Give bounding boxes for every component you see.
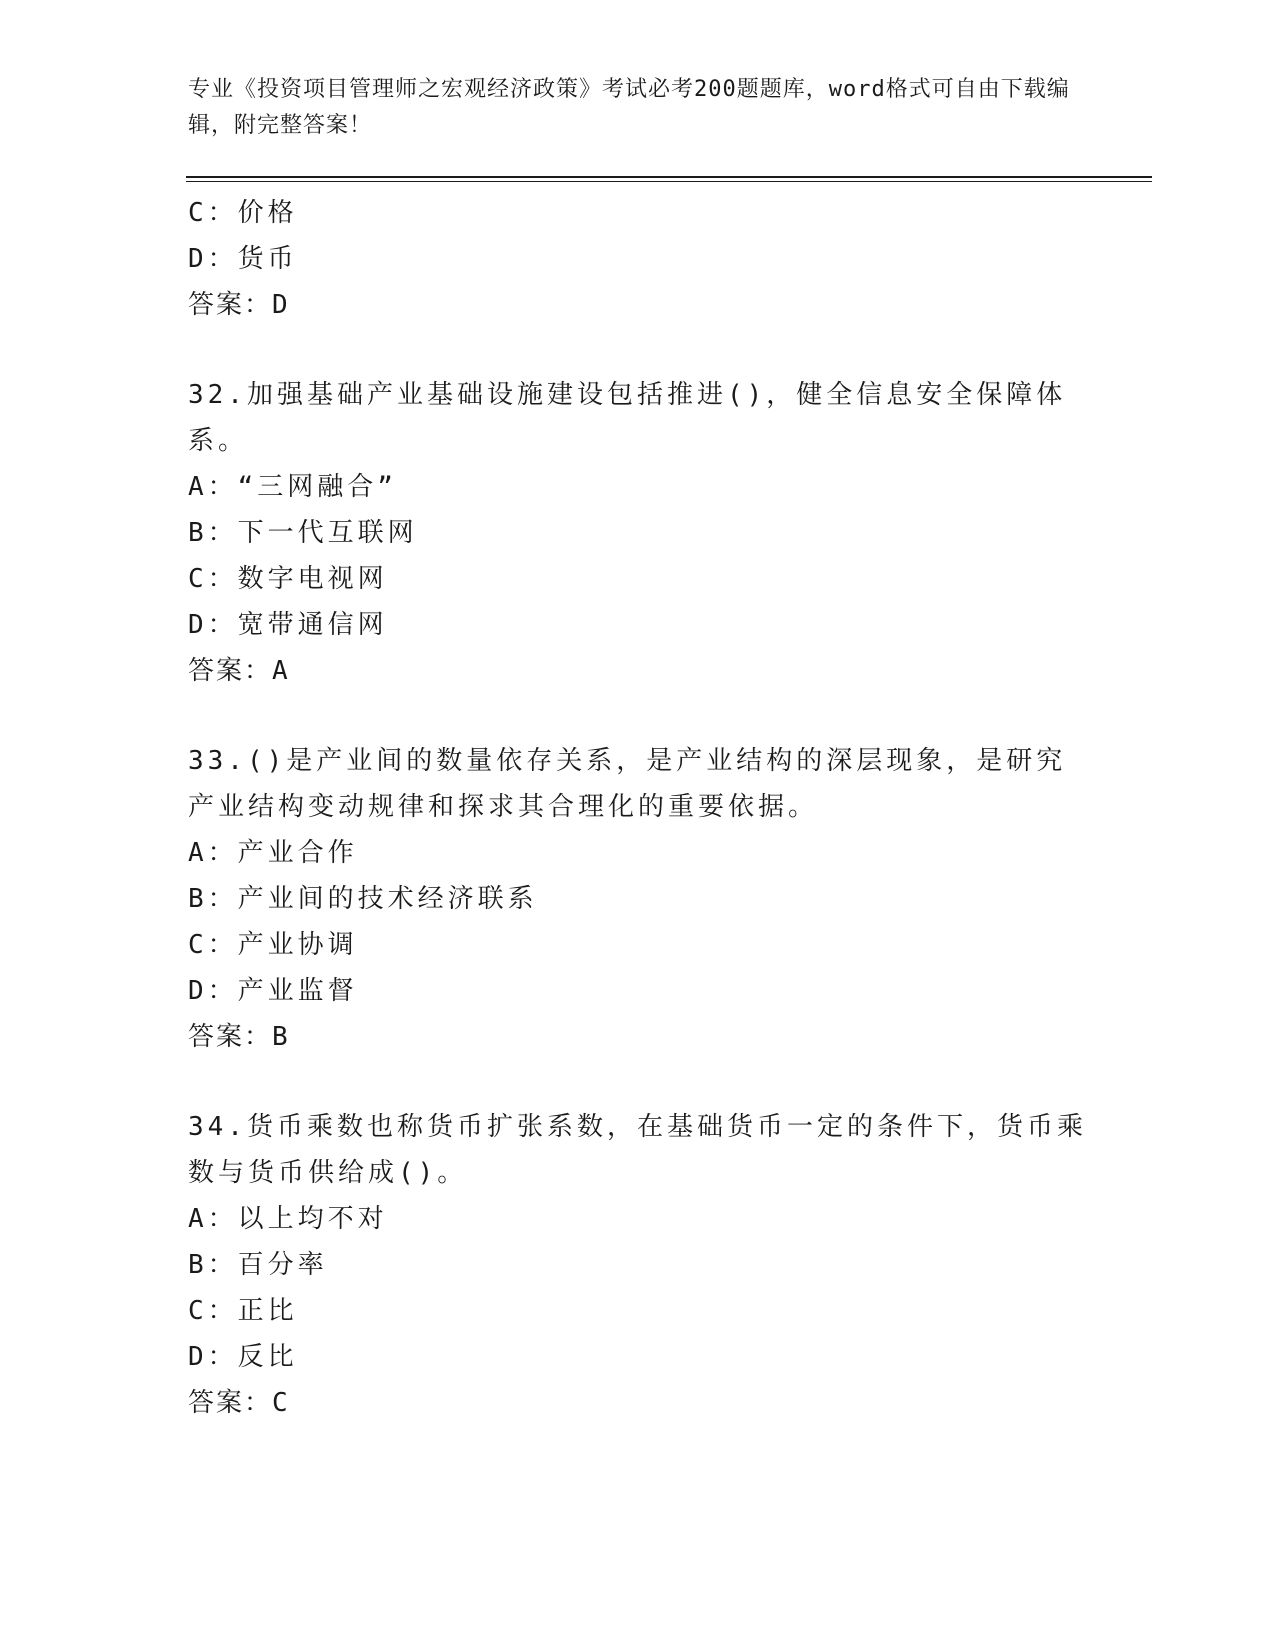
header-rule-thin [186, 181, 1152, 182]
question-32 [188, 372, 1088, 694]
document-body [188, 190, 1088, 1426]
option-d: D：反比 [188, 1342, 298, 1372]
option-a: A：产业合作 [188, 838, 358, 868]
document-header: 专业《投资项目管理师之宏观经济政策》考试必考200题题库，word格式可自由下载编辑，附完整答案！ [188, 77, 1070, 138]
question-33 [188, 738, 1088, 1060]
option-a: A：以上均不对 [188, 1204, 388, 1234]
answer-line: 答案：A [188, 656, 290, 686]
option-d: D：宽带通信网 [188, 610, 388, 640]
answer-line: 答案：C [188, 1388, 290, 1418]
option-b: B：下一代互联网 [188, 518, 418, 548]
question-stem: 33.()是产业间的数量依存关系，是产业结构的深层现象，是研究产业结构变动规律和探求其合理化的重要依据。 [188, 746, 1067, 822]
answer-line: 答案：D [188, 290, 290, 320]
option-c: C：数字电视网 [188, 564, 388, 594]
option-c: C：产业协调 [188, 930, 358, 960]
option-c: C：价格 [188, 198, 298, 228]
header-rule-thick [186, 176, 1152, 178]
option-d: D：货币 [188, 244, 298, 274]
option-d: D：产业监督 [188, 976, 358, 1006]
question-stem: 34.货币乘数也称货币扩张系数，在基础货币一定的条件下，货币乘数与货币供给成()。 [188, 1112, 1087, 1188]
question-stem: 32.加强基础产业基础设施建设包括推进()，健全信息安全保障体系。 [188, 380, 1067, 456]
answer-line: 答案：B [188, 1022, 290, 1052]
option-c: C：正比 [188, 1296, 298, 1326]
question-34 [188, 1104, 1088, 1426]
option-a: A：“三网融合” [188, 472, 397, 502]
option-b: B：百分率 [188, 1250, 328, 1280]
partial-question [188, 190, 1088, 328]
option-b: B：产业间的技术经济联系 [188, 884, 538, 914]
